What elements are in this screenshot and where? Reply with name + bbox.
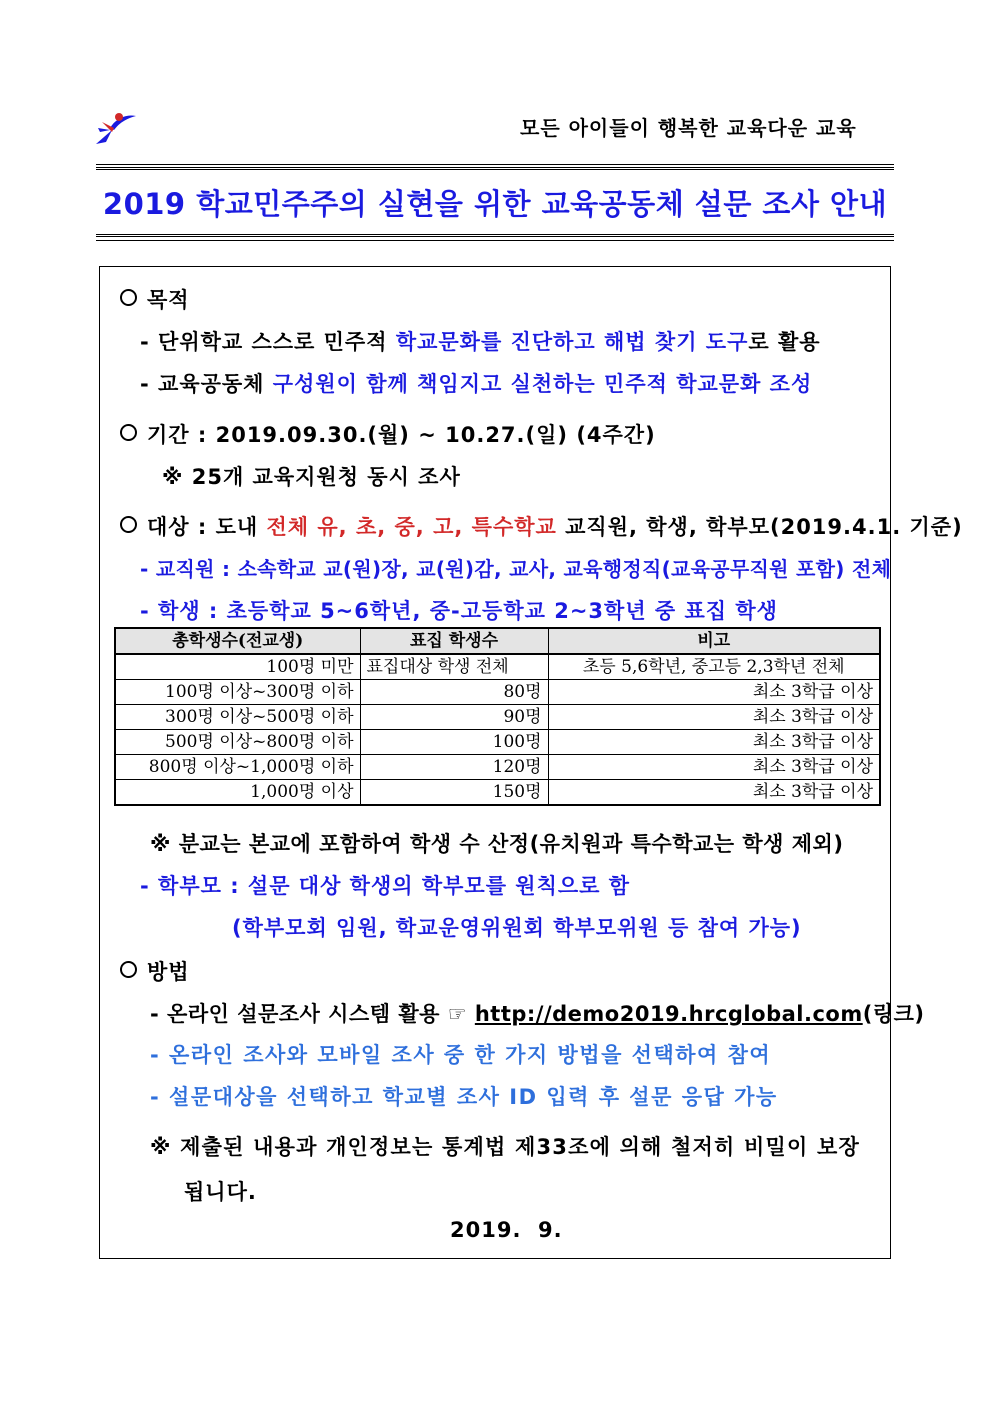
parent-target-detail: (학부모회 임원, 학교운영위원회 학부모위원 등 참여 가능): [232, 916, 802, 940]
table-cell: 120명: [360, 755, 548, 780]
table-cell: 최소 3학급 이상: [548, 755, 880, 780]
privacy-note-cont: 됩니다.: [184, 1180, 257, 1204]
target-staff: - 교직원 : 소속학교 교(원)장, 교(원)감, 교사, 교육행정직(교육공무직원 포함) 전체: [140, 557, 892, 581]
target-heading: 대상 : 도내 전체 유, 초, 중, 고, 특수학교 교직원, 학생, 학부모(2019.4.1. 기준): [120, 511, 963, 541]
sample-size-table: [114, 627, 881, 806]
table-header: 총학생수(전교생): [115, 628, 360, 654]
title-bottom-rule-thin: [96, 240, 894, 241]
table-cell: 800명 이상~1,000명 이하: [115, 755, 360, 780]
table-row: [115, 730, 880, 755]
title-top-rule: [96, 164, 894, 165]
purpose-heading: 목적: [120, 284, 190, 314]
table-cell: 초등 5,6학년, 중고등 2,3학년 전체: [548, 654, 880, 680]
purpose-line-1: - 단위학교 스스로 민주적 학교문화를 진단하고 해법 찾기 도구로 활용: [140, 330, 821, 354]
table-header: 비고: [548, 628, 880, 654]
table-cell: 300명 이상~500명 이하: [115, 705, 360, 730]
parent-target: - 학부모 : 설문 대상 학생의 학부모를 원칙으로 함: [140, 874, 631, 898]
period-note: ※ 25개 교육지원청 동시 조사: [162, 465, 461, 489]
slogan: 모든 아이들이 행복한 교육다운 교육: [520, 116, 857, 140]
page-title: 2019 학교민주주의 실현을 위한 교육공동체 설문 조사 안내: [102, 187, 888, 221]
table-cell: 100명 미만: [115, 654, 360, 680]
circle-bullet-icon: [120, 961, 137, 978]
table-cell: 표집대상 학생 전체: [360, 654, 548, 680]
table-header: 표집 학생수: [360, 628, 548, 654]
table-header-row: [115, 628, 880, 654]
method-line-3: - 설문대상을 선택하고 학교별 조사 ID 입력 후 설문 응답 가능: [150, 1085, 778, 1109]
education-office-logo: [92, 108, 138, 148]
table-cell: 80명: [360, 680, 548, 705]
table-cell: 90명: [360, 705, 548, 730]
table-cell: 최소 3학급 이상: [548, 780, 880, 806]
purpose-line-2: - 교육공동체 구성원이 함께 책임지고 실천하는 민주적 학교문화 조성: [140, 372, 813, 396]
method-heading: 방법: [120, 956, 190, 986]
circle-bullet-icon: [120, 516, 137, 533]
privacy-note: ※ 제출된 내용과 개인정보는 통계법 제33조에 의해 철저히 비밀이 보장: [150, 1135, 860, 1159]
table-cell: 100명 이상~300명 이하: [115, 680, 360, 705]
table-cell: 최소 3학급 이상: [548, 705, 880, 730]
title-bottom-rule: [96, 234, 894, 237]
title-top-rule-double: [96, 167, 894, 170]
target-student: - 학생 : 초등학교 5~6학년, 중-고등학교 2~3학년 중 표집 학생: [140, 599, 778, 623]
document-date: 2019. 9.: [450, 1218, 563, 1242]
table-row: [115, 654, 880, 680]
table-cell: 100명: [360, 730, 548, 755]
period-heading: 기간 : 2019.09.30.(월) ~ 10.27.(일) (4주간): [120, 419, 656, 449]
branch-school-note: ※ 분교는 본교에 포함하여 학생 수 산정(유치원과 특수학교는 학생 제외): [150, 832, 844, 856]
survey-link[interactable]: http://demo2019.hrcglobal.com: [474, 1002, 863, 1026]
table-row: [115, 755, 880, 780]
table-cell: 최소 3학급 이상: [548, 730, 880, 755]
circle-bullet-icon: [120, 424, 137, 441]
method-line-1: - 온라인 설문조사 시스템 활용 ☞ http://demo2019.hrcglobal.com(링크): [150, 1002, 925, 1026]
table-cell: 500명 이상~800명 이하: [115, 730, 360, 755]
table-cell: 150명: [360, 780, 548, 806]
table-cell: 최소 3학급 이상: [548, 680, 880, 705]
table-cell: 1,000명 이상: [115, 780, 360, 806]
method-line-2: - 온라인 조사와 모바일 조사 중 한 가지 방법을 선택하여 참여: [150, 1043, 772, 1067]
table-row: [115, 705, 880, 730]
circle-bullet-icon: [120, 289, 137, 306]
table-row: [115, 680, 880, 705]
table-row: [115, 780, 880, 806]
